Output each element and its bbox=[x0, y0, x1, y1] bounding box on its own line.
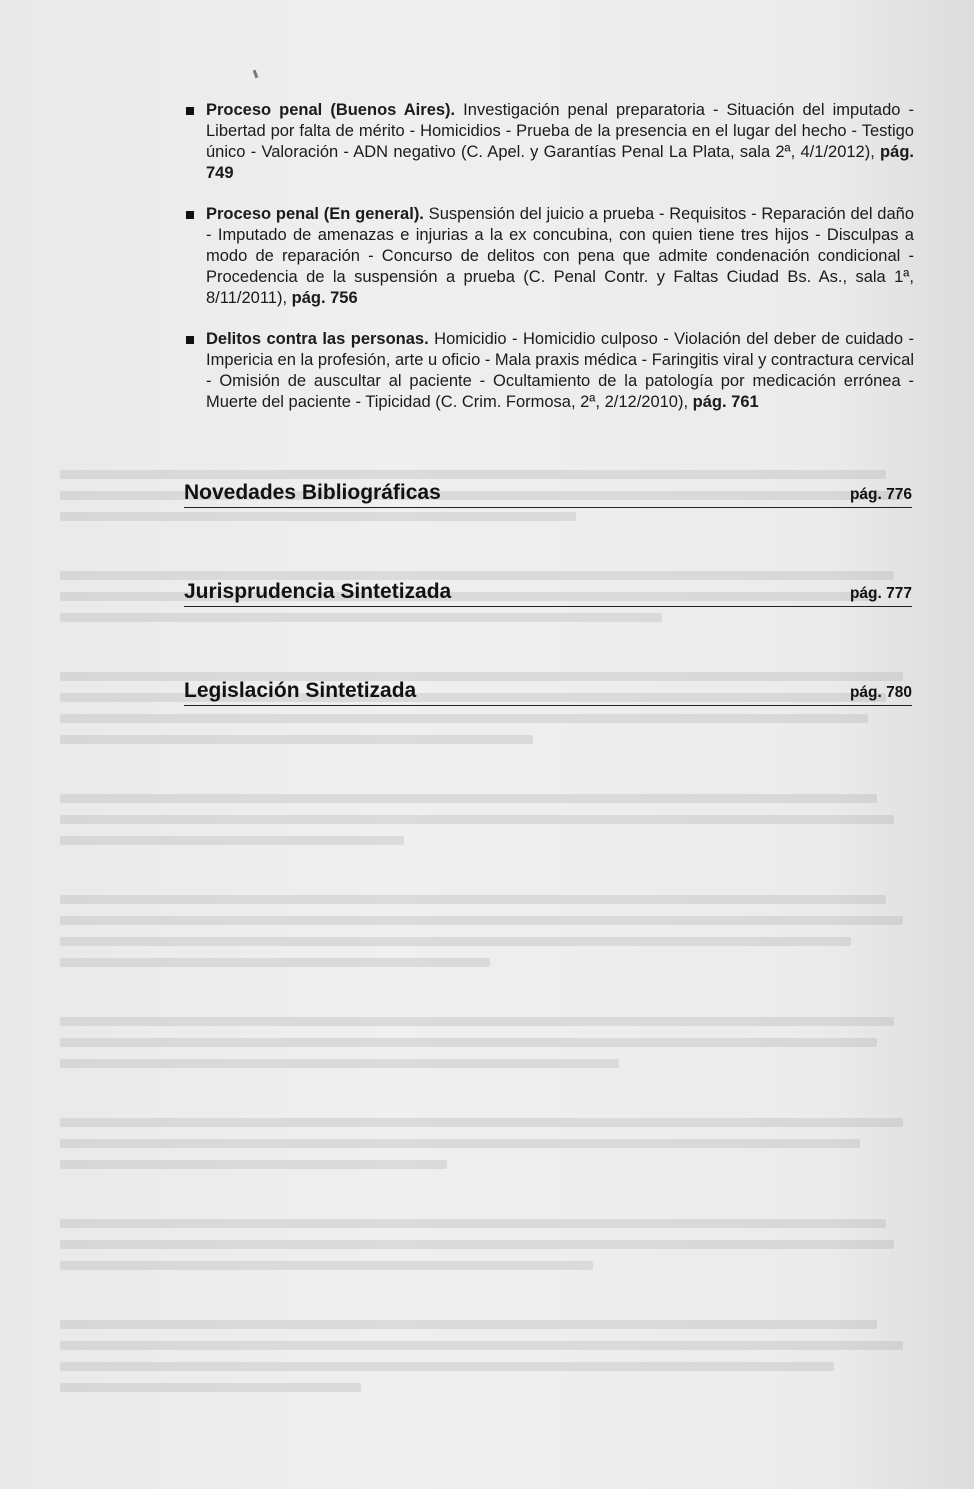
section-title: Legislación Sintetizada bbox=[184, 679, 417, 702]
square-bullet-icon bbox=[186, 211, 194, 219]
section-title: Novedades Bibliográficas bbox=[184, 481, 441, 504]
entry-page-ref: pág. 749 bbox=[206, 143, 914, 182]
case-entry bbox=[184, 100, 914, 184]
entry-heading: Delitos contra las personas. bbox=[206, 330, 429, 348]
entry-text: Homicidio - Homicidio culposo - Violación del deber de cuidado - Impericia en la profesión, arte u oficio - Mala praxis médica - Faringitis viral y contractura cervical - Omisión de auscultar al paciente - Ocultamiento de la patología por medicación errónea - Muerte del paciente - Tipicidad (C. Crim. Formosa, 2ª, 2/12/2010), bbox=[206, 330, 914, 411]
square-bullet-icon bbox=[186, 107, 194, 115]
entry-page-ref: pág. 761 bbox=[688, 393, 759, 411]
section-jurisprudencia-sintetizada bbox=[184, 580, 912, 607]
section-legislacion-sintetizada bbox=[184, 679, 912, 706]
bleed-through-text bbox=[60, 470, 920, 1470]
section-novedades-bibliograficas bbox=[184, 481, 912, 508]
entry-heading: Proceso penal (Buenos Aires). bbox=[206, 101, 456, 119]
section-title: Jurisprudencia Sintetizada bbox=[184, 580, 452, 603]
square-bullet-icon bbox=[186, 336, 194, 344]
entry-heading: Proceso penal (En general). bbox=[206, 205, 424, 223]
section-page-ref: pág. 777 bbox=[849, 585, 912, 602]
entry-text: Investigación penal preparatoria - Situación del imputado - Libertad por falta de mérito - Homicidios - Prueba de la presencia en el lugar del hecho - Testigo único - Valoración - ADN negativo (C. Apel. y Garantías Penal La Plata, sala 2ª, 4/1/2012), bbox=[206, 101, 914, 161]
case-entry bbox=[184, 204, 914, 309]
section-page-ref: pág. 780 bbox=[849, 684, 912, 701]
section-page-ref: pág. 776 bbox=[849, 486, 912, 503]
scan-mark bbox=[253, 70, 259, 79]
case-entries bbox=[184, 100, 914, 433]
entry-text: Suspensión del juicio a prueba - Requisitos - Reparación del daño - Imputado de amenazas e injurias a la ex concubina, con quien tiene tres hijos - Disculpas a modo de reparación - Concurso de delitos con pena que admite condenación condicional - Procedencia de la suspensión a prueba (C. Penal Contr. y Faltas Ciudad Bs. As., sala 1ª, 8/11/2011), bbox=[206, 205, 915, 307]
entry-page-ref: pág. 756 bbox=[287, 289, 358, 307]
case-entry bbox=[184, 329, 914, 413]
